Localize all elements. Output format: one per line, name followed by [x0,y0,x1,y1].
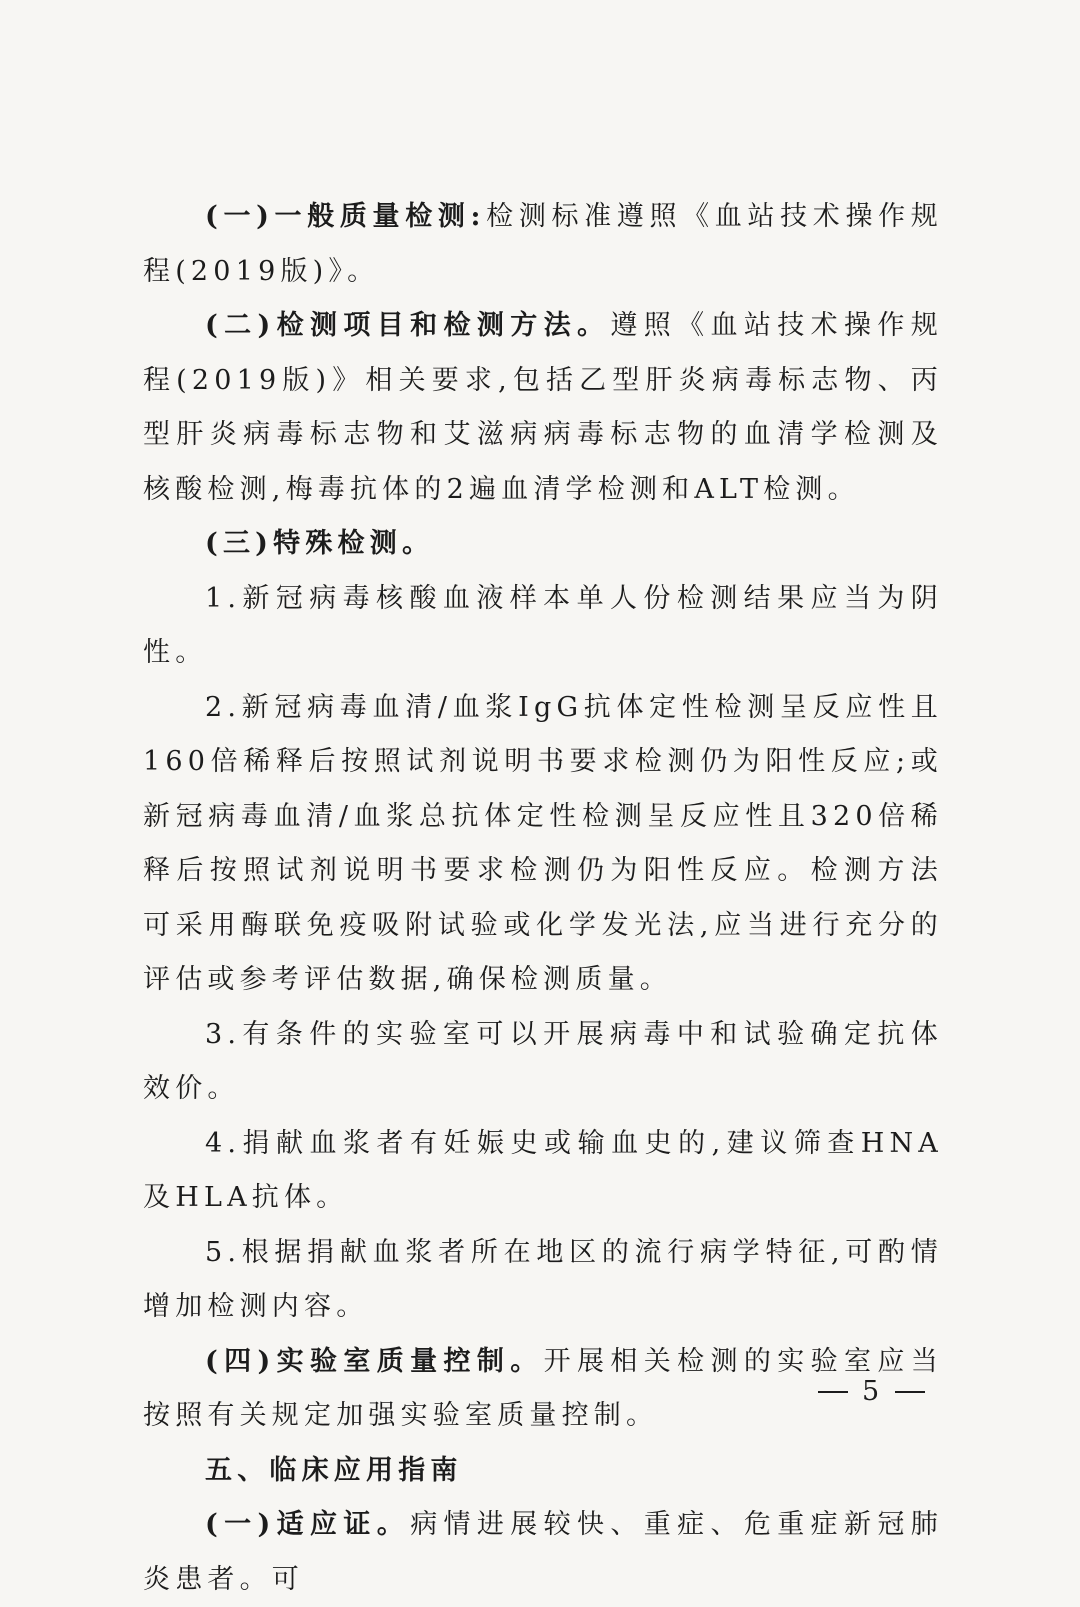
footer-dash-right [895,1391,925,1393]
paragraph-1-lead: (一)一般质量检测: [205,201,486,232]
paragraph-6-text: 3.有条件的实验室可以开展病毒中和试验确定抗体效价。 [143,1018,943,1104]
paragraph-1 [143,190,943,299]
paragraph-2-text: 遵照《血站技术操作规程(2019版)》相关要求,包括乙型肝炎病毒标志物、丙型肝炎病毒标志物和艾滋病病毒标志物的血清学检测及核酸检测,梅毒抗体的2遍血清学检测和ALT检测。 [143,310,943,505]
paragraph-8 [143,1226,943,1335]
paragraph-2 [143,299,943,517]
paragraph-last-text: 病情进展较快、重症、危重症新冠肺炎患者。可 [143,1509,944,1595]
paragraph-1-text: 检测标准遵照《血站技术操作规程(2019版)》。 [143,201,943,287]
paragraph-8-text: 5.根据捐献血浆者所在地区的流行病学特征,可酌情增加检测内容。 [143,1236,943,1322]
paragraph-5-text: 2.新冠病毒血清/血浆IgG抗体定性检测呈反应性且160倍稀释后按照试剂说明书要求检测仍为阳性反应;或新冠病毒血清/血浆总抗体定性检测呈反应性且320倍稀释后按照试剂说明书要求检测仍为阳性反应。检测方法可采用酶联免疫吸附试验或化学发光法,应当进行充分的评估或参考评估数据,确保检测质量。 [143,691,943,995]
paragraph-3 [143,517,943,572]
footer-dash-left [818,1391,848,1393]
section-heading: 五、临床应用指南 [205,1454,463,1486]
paragraph-last [143,1498,943,1607]
paragraph-7 [143,1117,943,1226]
paragraph-4-text: 1.新冠病毒核酸血液样本单人份检测结果应当为阴性。 [143,582,943,668]
paragraph-4 [143,572,943,681]
page-footer [818,1376,925,1407]
paragraph-9-lead: (四)实验室质量控制。 [205,1345,544,1377]
paragraph-9-text: 开展相关检测的实验室应当按照有关规定加强实验室质量控制。 [143,1345,943,1431]
paragraph-2-lead: (二)检测项目和检测方法。 [205,310,611,341]
paragraph-3-lead: (三)特殊检测。 [205,528,435,559]
paragraph-7-text: 4.捐献血浆者有妊娠史或输血史的,建议筛查HNA及HLA抗体。 [143,1127,943,1213]
paragraph-6 [143,1008,943,1117]
paragraph-last-lead: (一)适应证。 [205,1509,411,1540]
page-number: 5 [862,1376,882,1407]
paragraph-5 [143,681,943,1008]
